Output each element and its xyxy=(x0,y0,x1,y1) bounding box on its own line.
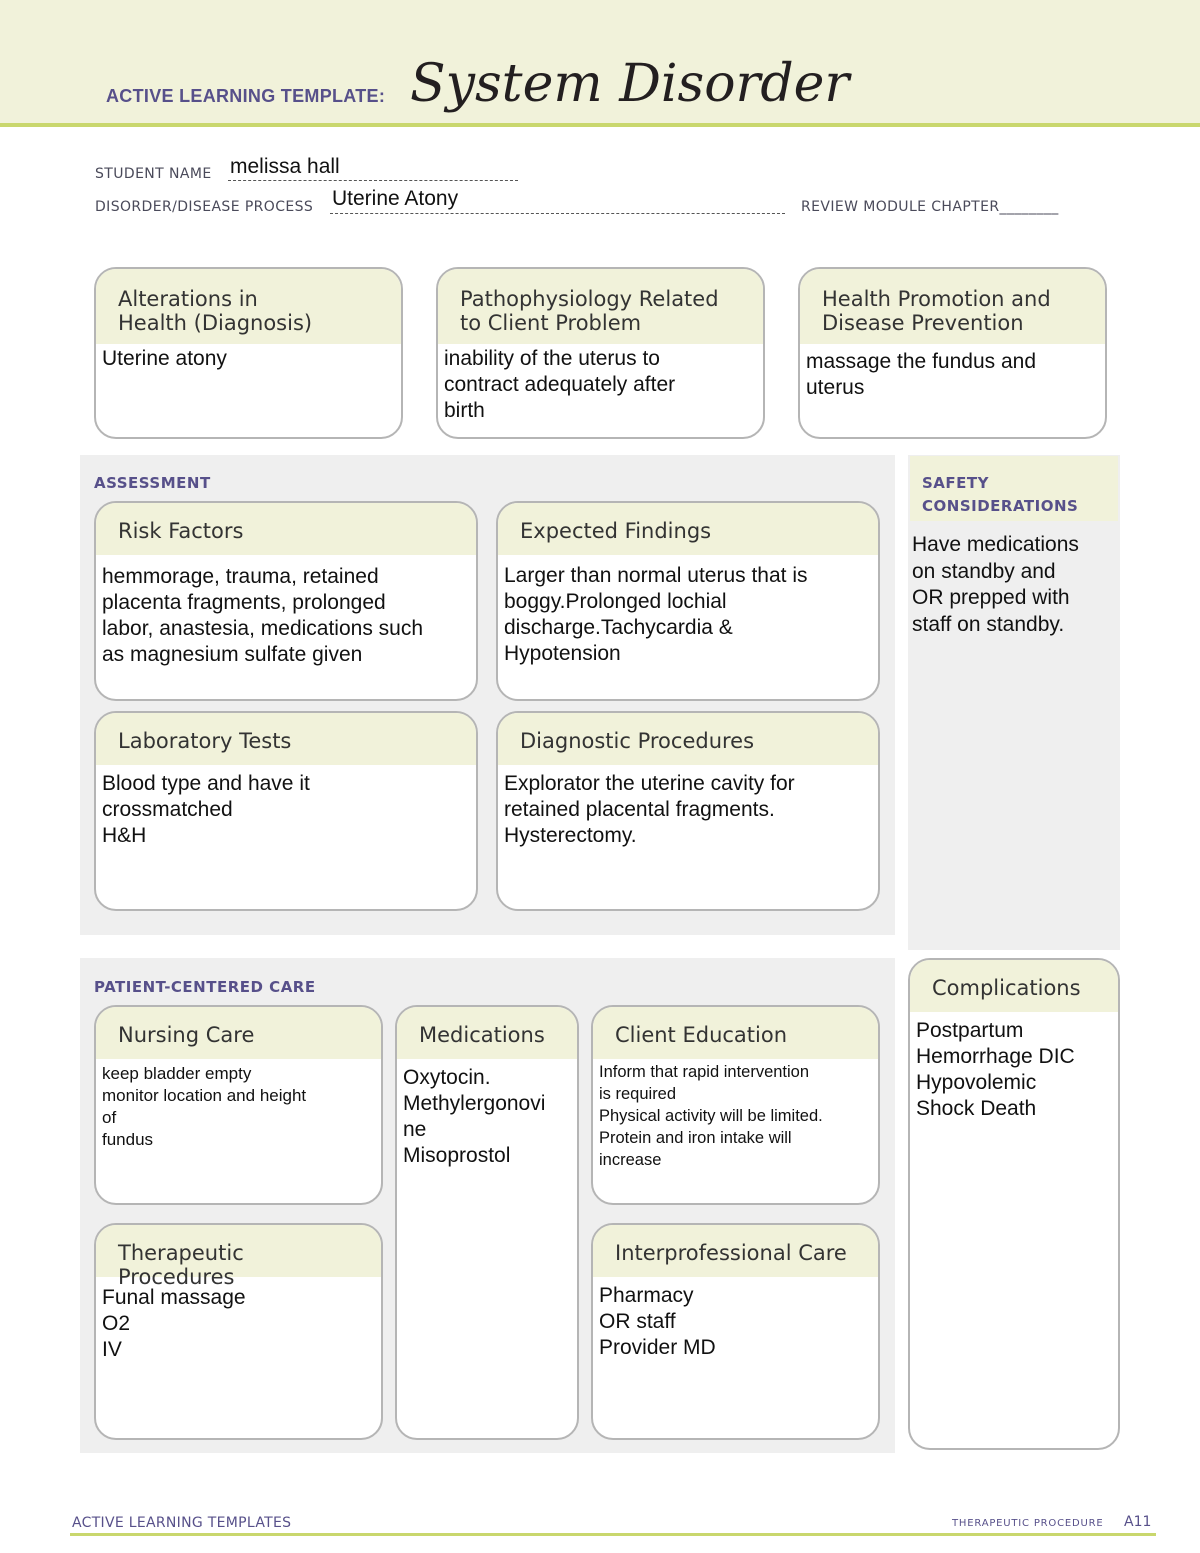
disorder-value[interactable]: Uterine Atony xyxy=(332,187,459,210)
client-education-title: Client Education xyxy=(593,1007,878,1059)
health-promotion-title: Health Promotion and Disease Prevention xyxy=(800,269,1105,344)
student-name-label: STUDENT NAME xyxy=(95,166,212,182)
expected-findings-box xyxy=(496,501,880,701)
header-divider xyxy=(0,123,1200,127)
alterations-content[interactable]: Uterine atony xyxy=(102,347,227,370)
complications-content[interactable]: Postpartum Hemorrhage DIC Hypovolemic Shock Death xyxy=(916,1019,1075,1120)
footer-left-label: ACTIVE LEARNING TEMPLATES xyxy=(72,1515,292,1531)
risk-factors-content[interactable]: hemmorage, trauma, retained placenta fragments, prolonged labor, anastesia, medications such as magnesium sulfate given xyxy=(102,565,424,666)
interprofessional-care-box xyxy=(591,1223,880,1440)
medications-title: Medications xyxy=(397,1007,577,1059)
complications-box xyxy=(908,958,1120,1450)
review-module-label: REVIEW MODULE CHAPTER________ xyxy=(801,199,1059,215)
diagnostic-procedures-box xyxy=(496,711,880,911)
health-promotion-box xyxy=(798,267,1107,439)
health-promotion-content[interactable]: massage the fundus and uterus xyxy=(806,350,1036,399)
footer-page-number: A11 xyxy=(1124,1514,1152,1530)
diagnostic-procedures-title: Diagnostic Procedures xyxy=(498,713,878,765)
risk-factors-title: Risk Factors xyxy=(96,503,476,555)
laboratory-tests-box xyxy=(94,711,478,911)
expected-findings-title: Expected Findings xyxy=(498,503,878,555)
laboratory-tests-content[interactable]: Blood type and have it crossmatched H&H xyxy=(102,772,310,847)
disorder-underline xyxy=(330,213,785,214)
interprofessional-care-title: Interprofessional Care xyxy=(593,1225,878,1277)
template-label: ACTIVE LEARNING TEMPLATE: xyxy=(106,86,386,106)
nursing-care-title: Nursing Care xyxy=(96,1007,381,1059)
student-name-value[interactable]: melissa hall xyxy=(230,155,340,178)
pathophysiology-box xyxy=(436,267,765,439)
footer-right-label: THERAPEUTIC PROCEDURE xyxy=(952,1518,1104,1529)
complications-title: Complications xyxy=(910,960,1118,1012)
disorder-label: DISORDER/DISEASE PROCESS xyxy=(95,199,314,215)
alterations-box xyxy=(94,267,403,439)
therapeutic-procedures-box xyxy=(94,1223,383,1440)
alterations-title: Alterations in Health (Diagnosis) xyxy=(96,269,401,344)
laboratory-tests-title: Laboratory Tests xyxy=(96,713,476,765)
interprofessional-care-content[interactable]: Pharmacy OR staff Provider MD xyxy=(599,1284,716,1359)
footer-divider xyxy=(70,1533,1156,1536)
diagnostic-procedures-content[interactable]: Explorator the uterine cavity for retained placental fragments. Hysterectomy. xyxy=(504,772,795,847)
medications-content[interactable]: Oxytocin. Methylergonovi ne Misoprostol xyxy=(403,1066,546,1167)
expected-findings-content[interactable]: Larger than normal uterus that is boggy.Prolonged lochial discharge.Tachycardia & Hypotension xyxy=(504,564,808,665)
safety-label: SAFETY CONSIDERATIONS xyxy=(922,474,1079,515)
pathophysiology-content[interactable]: inability of the uterus to contract adequately after birth xyxy=(444,347,676,422)
safety-panel xyxy=(908,455,1120,950)
patient-centered-care-label: PATIENT-CENTERED CARE xyxy=(94,978,316,996)
template-title: System Disorder xyxy=(410,54,850,114)
assessment-label: ASSESSMENT xyxy=(94,474,211,492)
pathophysiology-title: Pathophysiology Related to Client Problem xyxy=(438,269,763,344)
client-education-box xyxy=(591,1005,880,1205)
client-education-content[interactable]: Inform that rapid intervention is required Physical activity will be limited. Protein and iron intake will increase xyxy=(599,1063,823,1169)
therapeutic-procedures-content[interactable]: Funal massage O2 IV xyxy=(102,1286,246,1361)
nursing-care-box xyxy=(94,1005,383,1205)
risk-factors-box xyxy=(94,501,478,701)
safety-content[interactable]: Have medications on standby and OR prepped with staff on standby. xyxy=(912,533,1079,636)
nursing-care-content[interactable]: keep bladder empty monitor location and height of fundus xyxy=(102,1064,307,1149)
student-name-underline xyxy=(228,180,518,181)
therapeutic-procedures-title: Therapeutic Procedures xyxy=(96,1225,381,1277)
medications-box xyxy=(395,1005,579,1440)
